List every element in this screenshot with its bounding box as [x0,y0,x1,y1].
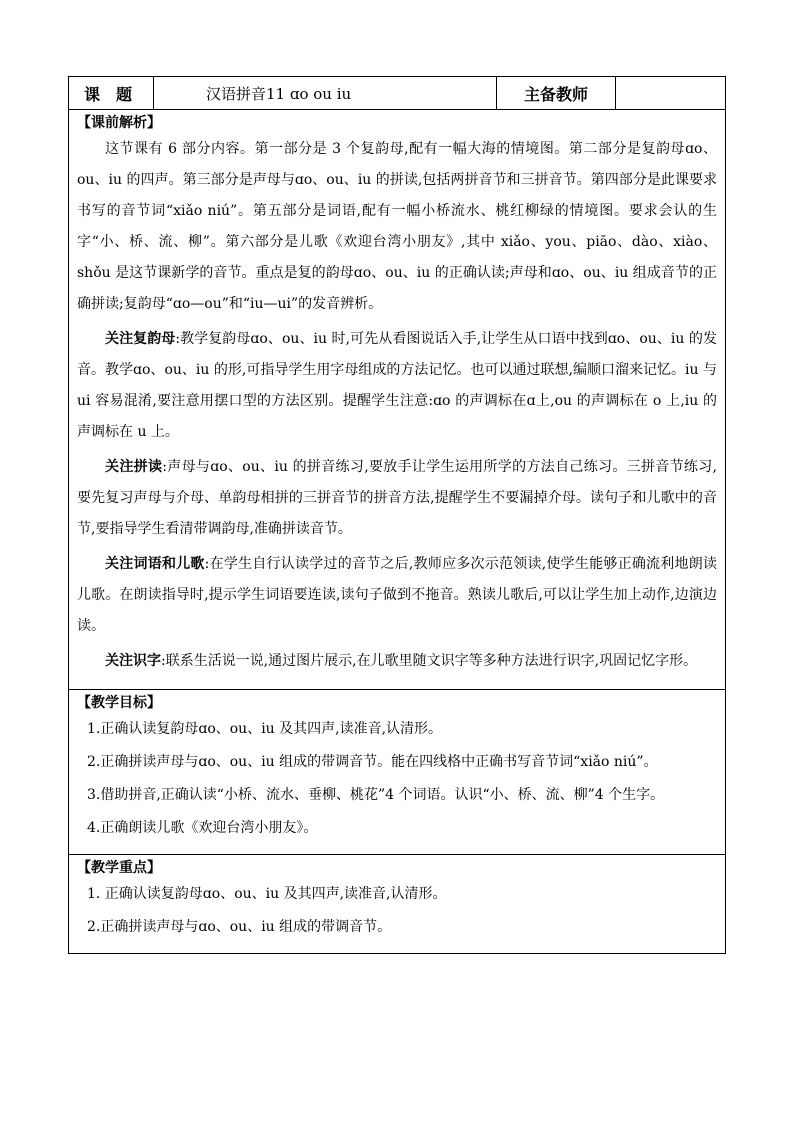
analysis-paragraph [77,134,717,320]
paragraph-text: :教学复韵母ɑo、ou、iu 时,可先从看图说话入手,让学生从口语中找到ɑo、ou、iu 的发音。教学ɑo、ou、iu 的形,可指导学生用字母组成的方法记忆。也可以通过联想,编顺口溜来记忆。iu 与 ui 容易混淆,要注意用摆口型的方法区别。提醒学生注意:ɑo 的声调标在ɑ上,ou 的声调标在 o 上,iu 的声调标在 u 上。 [77,331,717,440]
key-points-row [69,855,726,954]
goal-item: 3.借助拼音,正确认读“小桥、流水、垂柳、桃花”4 个词语。认识“小、桥、流、柳”4 个生字。 [87,787,665,803]
goals-title: 【教学目标】 [77,695,161,711]
paragraph-text: :联系生活说一说,通过图片展示,在儿歌里随文识字等多种方法进行识字,巩固记忆字形。 [161,653,698,669]
paragraph-lead: 关注复韵母 [105,331,176,347]
goal-item: 2.正确拼读声母与ɑo、ou、iu 组成的带调音节。能在四线格中正确书写音节词“xiǎo niú”。 [87,754,658,770]
analysis-cell [69,110,726,690]
lesson-plan-table [68,76,726,954]
header-row [69,77,726,110]
analysis-paragraph [77,646,717,677]
paragraph-lead: 关注词语和儿歌 [105,556,205,572]
key-points-cell [69,855,726,954]
goal-item: 4.正确朗读儿歌《欢迎台湾小朋友》。 [87,820,318,836]
goal-item: 1.正确认读复韵母ɑo、ou、iu 及其四声,读准音,认清形。 [87,721,443,737]
analysis-title: 【课前解析】 [77,115,161,131]
goals-cell [69,690,726,855]
analysis-paragraph [77,549,717,642]
teacher-value [616,77,726,110]
paragraph-text: 这节课有 6 部分内容。第一部分是 3 个复韵母,配有一幅大海的情境图。第二部分是复韵母ɑo、ou、iu 的四声。第三部分是声母与ɑo、ou、iu 的拼读,包括两拼音节和三拼音节。第四部分是此课要求书写的音节词“xiǎo niú”。第五部分是词语,配有一幅小桥流水、桃红柳绿的情境图。要求会认的生字“小、桥、流、柳”。第六部分是儿歌《欢迎台湾小朋友》,其中 xiǎo、you、piāo、dào、xiào、shǒu 是这节课新学的音节。重点是复的韵母ɑo、ou、iu 的正确认读;声母和ɑo、ou、iu 组成音节的正确拼读;复韵母“ɑo—ou”和“iu—ui”的发音辨析。 [77,141,717,312]
analysis-row [69,110,726,690]
key-point-item: 1. 正确认读复韵母ɑo、ou、iu 及其四声,读准音,认清形。 [87,886,447,902]
teacher-label: 主备教师 [497,77,616,110]
analysis-paragraph [77,324,717,448]
analysis-paragraph [77,452,717,545]
goals-row [69,690,726,855]
paragraph-lead: 关注识字 [105,653,161,669]
key-points-title: 【教学重点】 [77,860,161,876]
paragraph-lead: 关注拼读 [105,459,163,475]
key-point-item: 2.正确拼读声母与ɑo、ou、iu 组成的带调音节。 [87,919,392,935]
paragraph-text: :声母与ɑo、ou、iu 的拼音练习,要放手让学生运用所学的方法自己练习。三拼音节练习,要先复习声母与介母、单韵母相拼的三拼音节的拼音方法,提醒学生不要漏掉介母。读句子和儿歌中的音节,要指导学生看清带调韵母,准确拼读音节。 [77,459,717,537]
topic-value: 汉语拼音11 ɑo ou iu [154,77,497,110]
paragraph-text: :在学生自行认读学过的音节之后,教师应多次示范领读,使学生能够正确流利地朗读儿歌。在朗读指导时,提示学生词语要连读,读句子做到不拖音。熟读儿歌后,可以让学生加上动作,边演边读。 [77,556,717,634]
topic-label: 课题 [69,77,154,110]
